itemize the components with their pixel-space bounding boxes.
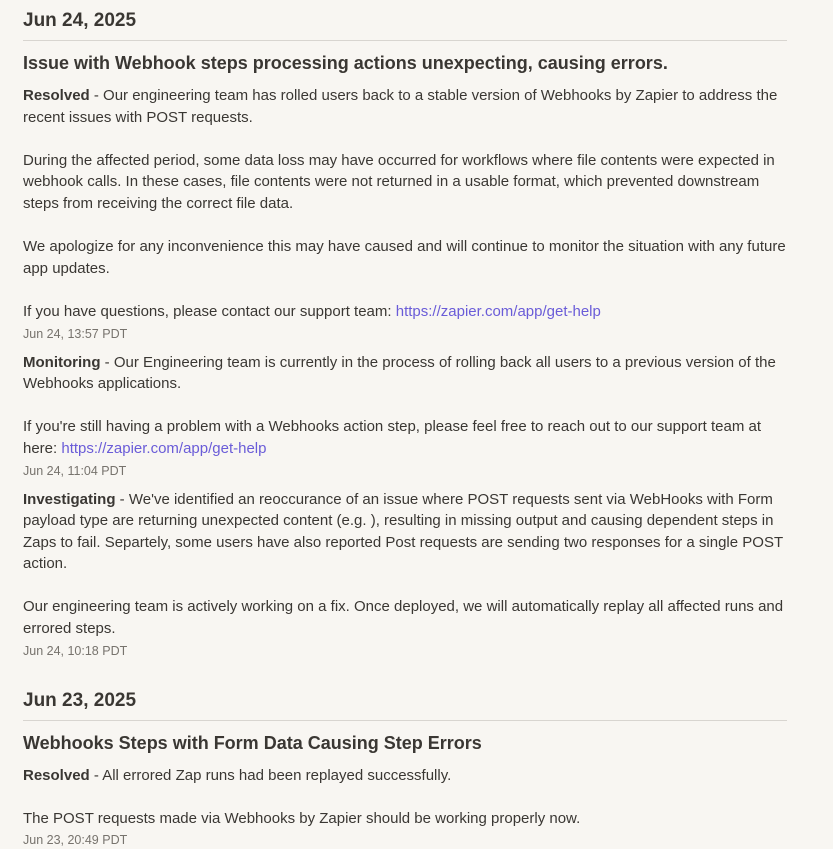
support-link[interactable]: https://zapier.com/app/get-help: [61, 439, 267, 457]
update-paragraph: [23, 352, 787, 395]
incident-title-link[interactable]: Webhooks Steps with Form Data Causing Step Errors: [23, 732, 482, 753]
support-link[interactable]: https://zapier.com/app/get-help: [395, 302, 601, 320]
day-section: [23, 8, 787, 660]
update-paragraph: During the affected period, some data loss may have occurred for workflows where file contents were expected in webhook calls. In these cases, file contents were not returned in a usable format, which prevented downstream steps from receiving the correct file data.: [23, 151, 775, 212]
update-paragraph: Our engineering team is actively working on a fix. Once deployed, we will automatically replay all affected runs and errored steps.: [23, 598, 784, 638]
incident-title-link[interactable]: Issue with Webhook steps processing actions unexpecting, causing errors.: [23, 53, 668, 73]
update-paragraph: We apologize for any inconvenience this may have caused and will continue to monitor the situation with any future app updates.: [23, 238, 786, 277]
update-message: If you're still having a problem with a Webhooks action step, please feel free to reach out to our support team at here:: [23, 418, 761, 457]
update-message: If you have questions, please contact our support team:: [23, 302, 396, 320]
update-body: [23, 85, 787, 323]
day-date: Jun 24, 2025: [23, 8, 787, 41]
update-body: [23, 489, 787, 640]
incident-update: [23, 352, 787, 480]
status-label: Monitoring: [23, 353, 101, 371]
status-label: Resolved: [23, 766, 90, 784]
incident-history: [23, 0, 787, 849]
update-paragraph: The POST requests made via Webhooks by Zapier should be working properly now.: [23, 809, 581, 827]
update-body: [23, 765, 787, 830]
incident-update: [23, 85, 787, 343]
incident-update: [23, 765, 787, 849]
update-paragraph: [23, 85, 787, 128]
update-paragraph: [23, 765, 787, 787]
update-timestamp: Jun 24, 13:57 PDT: [23, 326, 128, 341]
update-timestamp: Jun 23, 20:49 PDT: [23, 833, 128, 848]
incident: [23, 51, 787, 660]
incident-update: [23, 489, 787, 660]
update-message: - We've identified an reoccurance of an issue where POST requests sent via WebHooks with Form payload type are returning unexpected content (e.g. ), resulting in missing output and causing dependent steps in Zaps to fail. Separtely, some users have also reported Post requests are sending two responses for a single POST action.: [23, 490, 783, 573]
update-message: - Our Engineering team is currently in the process of rolling back all users to a previous version of the Webhooks applications.: [23, 353, 776, 393]
update-body: [23, 352, 787, 460]
update-paragraph: [23, 301, 787, 323]
status-label: Resolved: [23, 87, 90, 104]
incident: [23, 731, 787, 849]
day-section: [23, 688, 787, 849]
update-message: - All errored Zap runs had been replayed successfully.: [89, 766, 452, 784]
status-label: Investigating: [23, 490, 116, 508]
update-timestamp: Jun 24, 10:18 PDT: [23, 643, 128, 658]
update-message: - Our engineering team has rolled users back to a stable version of Webhooks by Zapier to address the recent issues with POST requests.: [23, 87, 778, 126]
day-date: Jun 23, 2025: [23, 688, 787, 721]
update-paragraph: [23, 489, 787, 575]
update-timestamp: Jun 24, 11:04 PDT: [23, 463, 127, 478]
update-paragraph: [23, 416, 787, 459]
